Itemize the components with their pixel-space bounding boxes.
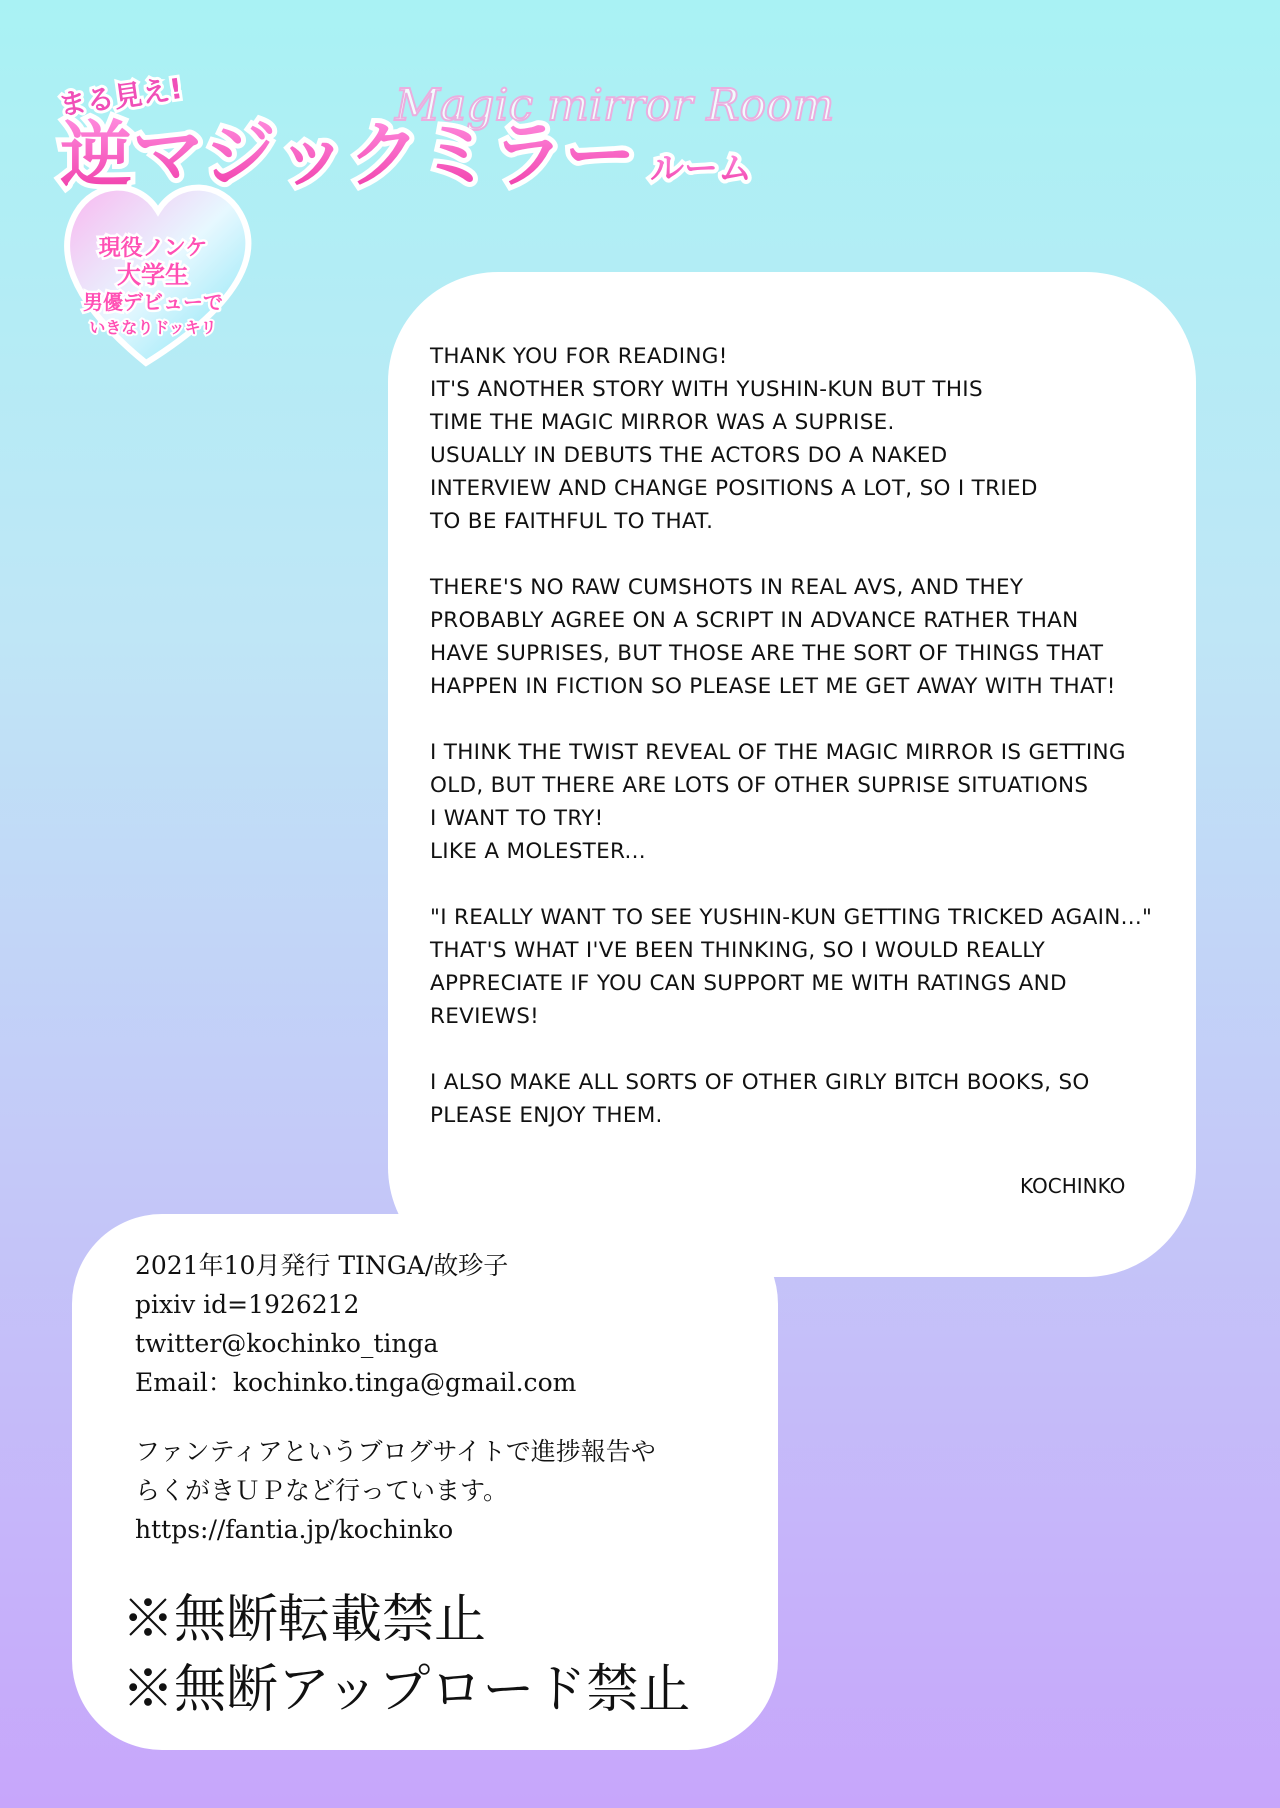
afterword-line: THAT'S WHAT I'VE BEEN THINKING, SO I WOULD REALLY — [430, 938, 1046, 963]
no-upload-notice: ※無断アップロード禁止 — [122, 1660, 691, 1720]
afterword-line: USUALLY IN DEBUTS THE ACTORS DO A NAKED — [430, 443, 948, 468]
author-signature: KOCHINKO — [1020, 1174, 1126, 1198]
afterword-line: PROBABLY AGREE ON A SCRIPT IN ADVANCE RATHER THAN — [430, 608, 1079, 633]
afterword-body — [430, 340, 1170, 1165]
afterword-line: APPRECIATE IF YOU CAN SUPPORT ME WITH RATINGS AND — [430, 971, 1067, 996]
fantia-url: https://fantia.jp/kochinko — [135, 1515, 454, 1544]
afterword-paragraph — [430, 1066, 1170, 1132]
heart-line-1: 現役ノンケ — [98, 236, 208, 261]
afterword-line: HAVE SUPRISES, BUT THOSE ARE THE SORT OF THINGS THAT — [430, 641, 1104, 666]
fantia-text-line-2: らくがきＵＰなど行っています。 — [135, 1476, 509, 1505]
logo-title-main: 逆マジックミラー — [60, 113, 637, 197]
afterword-line: PLEASE ENJOY THEM. — [430, 1103, 663, 1128]
afterword-line: TIME THE MAGIC MIRROR WAS A SUPRISE. — [430, 410, 895, 435]
publication-info: 2021年10月発行 TINGA/故珍子 — [135, 1251, 509, 1280]
afterword-line: I WANT TO TRY! — [430, 806, 604, 831]
heart-line-3: 男優デビューで — [83, 290, 223, 314]
afterword-line: TO BE FAITHFUL TO THAT. — [430, 509, 714, 534]
logo-subtitle-en: Magic mirror Room — [395, 80, 835, 131]
afterword-line: THERE'S NO RAW CUMSHOTS IN REAL AVS, AND THEY — [430, 575, 1024, 600]
afterword-line: IT'S ANOTHER STORY WITH YUSHIN-KUN BUT THIS — [430, 377, 983, 402]
afterword-line: "I REALLY WANT TO SEE YUSHIN-KUN GETTING TRICKED AGAIN..." — [430, 905, 1153, 930]
pixiv-id: pixiv id=1926212 — [135, 1290, 360, 1319]
heart-line-2: 大学生 — [117, 261, 189, 289]
colophon-info — [135, 1246, 775, 1549]
afterword-line: INTERVIEW AND CHANGE POSITIONS A LOT, SO I TRIED — [430, 476, 1038, 501]
afterword-line: I ALSO MAKE ALL SORTS OF OTHER GIRLY BITCH BOOKS, SO — [430, 1070, 1090, 1095]
afterword-paragraph — [430, 736, 1170, 868]
spacer — [135, 1402, 775, 1432]
copyright-notices — [122, 1585, 772, 1725]
afterword-paragraph — [430, 340, 1170, 538]
email-address: Email：kochinko.tinga@gmail.com — [135, 1368, 577, 1397]
afterword-line: THANK YOU FOR READING! — [430, 344, 728, 369]
afterword-line: HAPPEN IN FICTION SO PLEASE LET ME GET AWAY WITH THAT! — [430, 674, 1116, 699]
logo-title-suffix: ルーム — [650, 149, 752, 189]
twitter-handle: twitter@kochinko_tinga — [135, 1329, 439, 1358]
afterword-paragraph — [430, 571, 1170, 703]
fantia-text-line-1: ファンティアというブログサイトで進捗報告や — [135, 1437, 656, 1466]
afterword-line: I THINK THE TWIST REVEAL OF THE MAGIC MIRROR IS GETTING — [430, 740, 1126, 765]
afterword-line: LIKE A MOLESTER... — [430, 839, 646, 864]
logo-tagline: まる見え! — [56, 71, 185, 122]
afterword-paragraph — [430, 901, 1170, 1033]
afterword-line: REVIEWS! — [430, 1004, 540, 1029]
afterword-line: OLD, BUT THERE ARE LOTS OF OTHER SUPRISE SITUATIONS — [430, 773, 1089, 798]
no-reprint-notice: ※無断転載禁止 — [122, 1590, 487, 1650]
heart-line-4: いきなりドッキリ — [89, 318, 217, 337]
